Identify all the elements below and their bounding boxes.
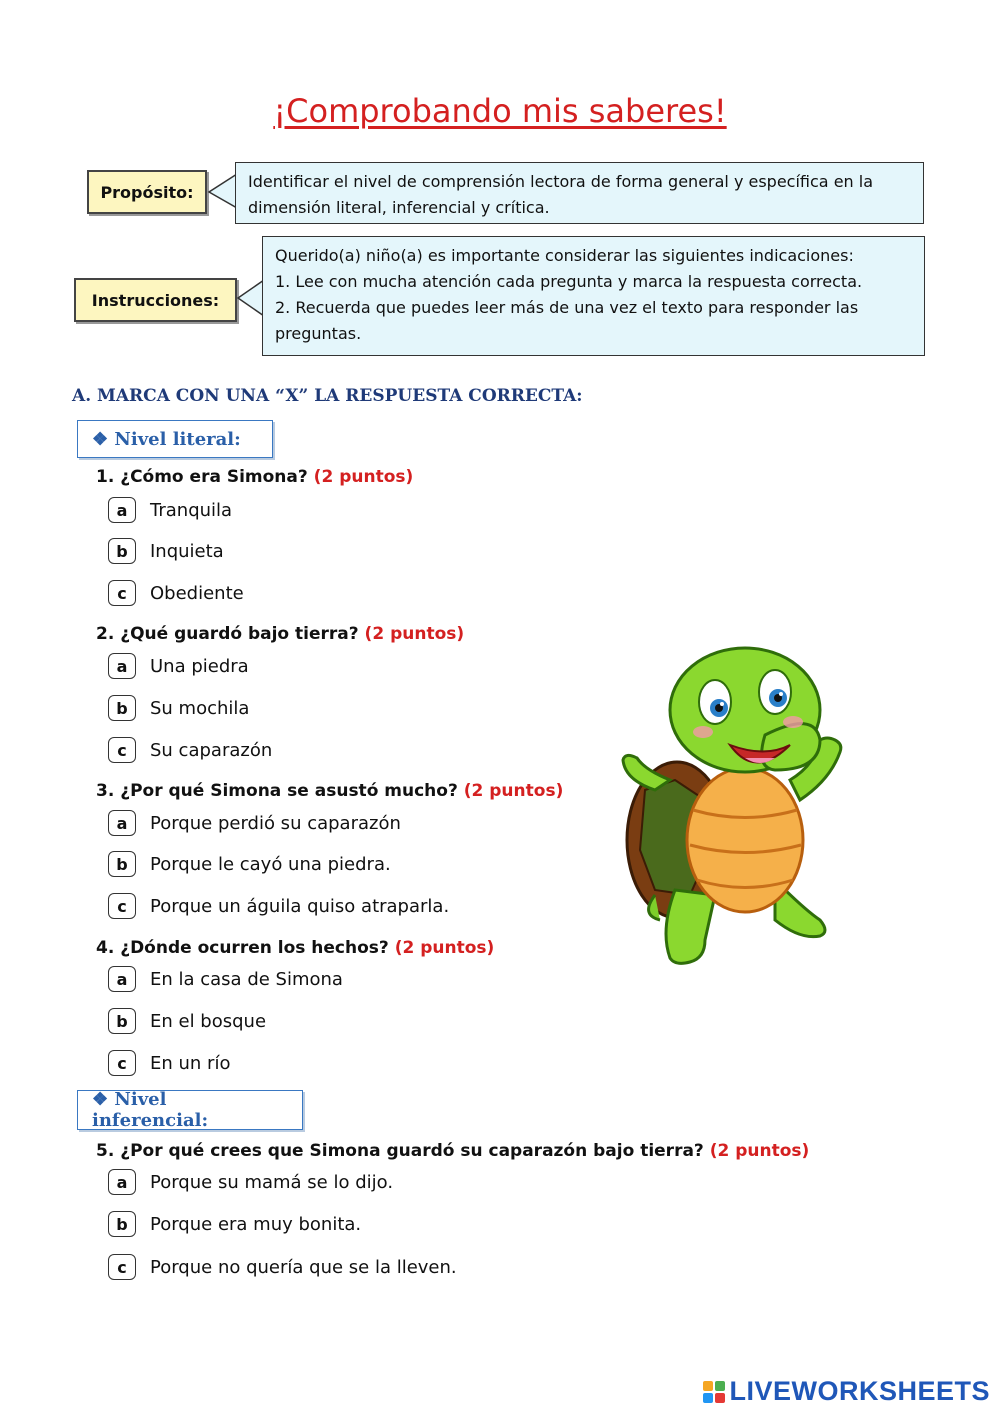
question-2-points: (2 puntos) xyxy=(364,624,465,644)
q2-option-c-text: Su caparazón xyxy=(150,739,273,761)
q5-option-c-box[interactable]: c xyxy=(108,1254,136,1280)
q1-option-a-box[interactable]: a xyxy=(108,497,136,523)
q5-option-b[interactable] xyxy=(108,1211,361,1237)
q4-option-c-box[interactable]: c xyxy=(108,1050,136,1076)
q3-option-b-box[interactable]: b xyxy=(108,851,136,877)
q1-option-b[interactable] xyxy=(108,538,224,564)
q1-option-c-box[interactable]: c xyxy=(108,580,136,606)
q5-option-a-box[interactable]: a xyxy=(108,1169,136,1195)
q5-option-b-box[interactable]: b xyxy=(108,1211,136,1237)
question-5-points: (2 puntos) xyxy=(709,1141,810,1161)
q2-option-a-text: Una piedra xyxy=(150,655,249,677)
q3-option-a-text: Porque perdió su caparazón xyxy=(150,812,401,834)
q2-option-b[interactable] xyxy=(108,695,249,721)
q3-option-a[interactable] xyxy=(108,810,401,836)
question-2-text: 2. ¿Qué guardó bajo tierra? xyxy=(96,624,359,644)
q5-option-c[interactable] xyxy=(108,1254,457,1280)
instructions-line-2: 1. Lee con mucha atención cada pregunta y marca la respuesta correcta. xyxy=(275,272,863,291)
page-title: ¡Comprobando mis saberes! xyxy=(273,92,727,130)
q3-option-c-text: Porque un águila quiso atraparla. xyxy=(150,895,450,917)
question-3-points: (2 puntos) xyxy=(463,781,564,801)
instructions-callout xyxy=(262,236,925,356)
purpose-label: Propósito: xyxy=(87,170,207,214)
q4-option-a-box[interactable]: a xyxy=(108,966,136,992)
q4-option-c[interactable] xyxy=(108,1050,230,1076)
q2-option-b-text: Su mochila xyxy=(150,697,250,719)
q5-option-a[interactable] xyxy=(108,1169,393,1195)
q4-option-c-text: En un río xyxy=(150,1052,231,1074)
q4-option-b-box[interactable]: b xyxy=(108,1008,136,1034)
instructions-label: Instrucciones: xyxy=(74,278,237,322)
section-a-heading: A. MARCA CON UNA “X” LA RESPUESTA CORRECTA: xyxy=(72,386,583,406)
liveworksheets-logo-icon xyxy=(703,1381,725,1403)
q5-option-b-text: Porque era muy bonita. xyxy=(150,1213,362,1235)
q1-option-a-text: Tranquila xyxy=(150,499,233,521)
question-1 xyxy=(96,467,413,487)
question-1-points: (2 puntos) xyxy=(313,467,414,487)
q1-option-b-box[interactable]: b xyxy=(108,538,136,564)
q2-option-a[interactable] xyxy=(108,653,249,679)
q1-option-b-text: Inquieta xyxy=(150,540,224,562)
level-literal-heading: ❖ Nivel literal: xyxy=(77,420,273,458)
liveworksheets-brand xyxy=(703,1376,990,1407)
q4-option-a-text: En la casa de Simona xyxy=(150,968,343,990)
purpose-callout-pointer xyxy=(207,162,237,224)
question-5 xyxy=(96,1141,809,1161)
q4-option-b[interactable] xyxy=(108,1008,266,1034)
q2-option-c-box[interactable]: c xyxy=(108,737,136,763)
q2-option-b-box[interactable]: b xyxy=(108,695,136,721)
level-inferential-heading: ❖ Nivel inferencial: xyxy=(77,1090,303,1130)
question-4-text: 4. ¿Dónde ocurren los hechos? xyxy=(96,938,389,958)
question-3-text: 3. ¿Por qué Simona se asustó mucho? xyxy=(96,781,458,801)
q4-option-a[interactable] xyxy=(108,966,343,992)
q3-option-c[interactable] xyxy=(108,893,449,919)
q1-option-c[interactable] xyxy=(108,580,244,606)
instructions-line-1: Querido(a) niño(a) es importante considerar las siguientes indicaciones: xyxy=(275,246,854,265)
q5-option-c-text: Porque no quería que se la lleven. xyxy=(150,1256,457,1278)
q2-option-a-box[interactable]: a xyxy=(108,653,136,679)
q3-option-a-box[interactable]: a xyxy=(108,810,136,836)
q3-option-b-text: Porque le cayó una piedra. xyxy=(150,853,391,875)
brand-text: LIVEWORKSHEETS xyxy=(729,1376,990,1406)
instructions-line-3: 2. Recuerda que puedes leer más de una vez el texto para responder las preguntas. xyxy=(275,298,859,343)
q1-option-a[interactable] xyxy=(108,497,232,523)
question-5-text: 5. ¿Por qué crees que Simona guardó su caparazón bajo tierra? xyxy=(96,1141,704,1161)
question-4-points: (2 puntos) xyxy=(394,938,495,958)
q3-option-b[interactable] xyxy=(108,851,391,877)
purpose-text: Identificar el nivel de comprensión lectora de forma general y específica en la dimensión literal, inferencial y crítica. xyxy=(248,172,874,217)
q3-option-c-box[interactable]: c xyxy=(108,893,136,919)
question-4 xyxy=(96,938,494,958)
purpose-callout xyxy=(235,162,924,224)
turtle-illustration-icon xyxy=(615,640,855,980)
q1-option-c-text: Obediente xyxy=(150,582,244,604)
q4-option-b-text: En el bosque xyxy=(150,1010,267,1032)
q5-option-a-text: Porque su mamá se lo dijo. xyxy=(150,1171,394,1193)
question-1-text: 1. ¿Cómo era Simona? xyxy=(96,467,308,487)
question-2 xyxy=(96,624,464,644)
question-3 xyxy=(96,781,563,801)
q2-option-c[interactable] xyxy=(108,737,272,763)
